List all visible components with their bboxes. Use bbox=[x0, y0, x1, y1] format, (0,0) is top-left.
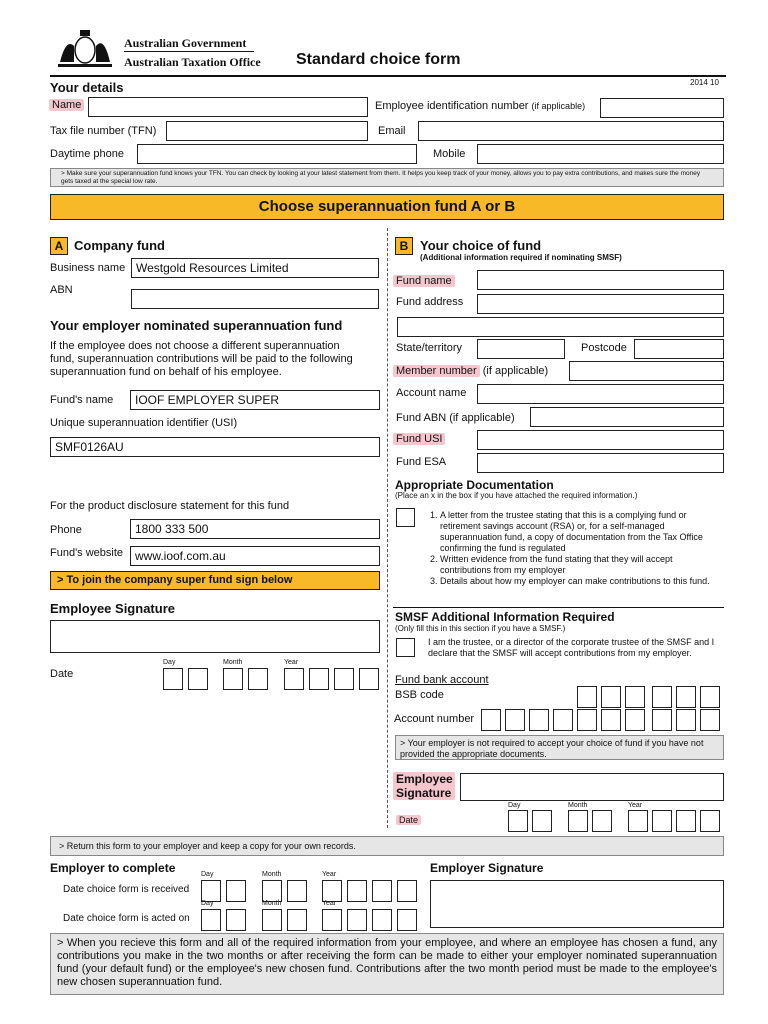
docs-list bbox=[428, 510, 724, 587]
header-divider bbox=[124, 51, 254, 52]
date-a-digit[interactable] bbox=[188, 668, 208, 690]
bsb-digit[interactable] bbox=[601, 686, 621, 708]
account-digit[interactable] bbox=[553, 709, 573, 731]
date-a-label: Date bbox=[50, 668, 74, 680]
received-label: Date choice form is received bbox=[63, 884, 190, 895]
account-digit[interactable] bbox=[676, 709, 696, 731]
section-a-heading: Company fund bbox=[74, 238, 165, 253]
fund-address-field-2[interactable] bbox=[397, 317, 724, 337]
top-rule bbox=[50, 75, 726, 77]
employer-signature-field[interactable] bbox=[430, 880, 724, 928]
acted-digit[interactable] bbox=[201, 909, 221, 931]
name-field[interactable] bbox=[88, 97, 368, 117]
date-b-digit[interactable] bbox=[592, 810, 612, 832]
email-field[interactable] bbox=[418, 121, 724, 141]
tfn-label: Tax file number (TFN) bbox=[50, 125, 157, 137]
fund-usi-field[interactable] bbox=[477, 430, 724, 450]
date-a-digit[interactable] bbox=[284, 668, 304, 690]
eid-suffix: (if applicable) bbox=[531, 101, 586, 111]
section-b-badge: B bbox=[395, 237, 413, 255]
year-a-label: Year bbox=[284, 659, 299, 666]
postcode-field[interactable] bbox=[634, 339, 724, 359]
date-b-digit[interactable] bbox=[628, 810, 648, 832]
account-name-label: Account name bbox=[396, 387, 467, 399]
year-c-label: Year bbox=[322, 871, 337, 878]
date-b-digit[interactable] bbox=[700, 810, 720, 832]
received-digit[interactable] bbox=[322, 880, 342, 902]
smsf-checkbox[interactable] bbox=[396, 638, 415, 657]
fund-name-label: Fund's name bbox=[50, 394, 114, 406]
year-b-label: Year bbox=[628, 802, 643, 809]
month-c-label: Month bbox=[262, 871, 282, 878]
bsb-digit[interactable] bbox=[652, 686, 672, 708]
bsb-digit[interactable] bbox=[700, 686, 720, 708]
website-label: Fund's website bbox=[50, 547, 124, 559]
phone-a-label: Phone bbox=[50, 524, 82, 536]
bsb-digit[interactable] bbox=[625, 686, 645, 708]
fund-usi-label: Fund USI bbox=[393, 433, 445, 445]
mobile-field[interactable] bbox=[477, 144, 724, 164]
date-a-digit[interactable] bbox=[223, 668, 243, 690]
bank-heading: Fund bank account bbox=[395, 674, 489, 686]
date-b-digit[interactable] bbox=[532, 810, 552, 832]
acted-digit[interactable] bbox=[262, 909, 282, 931]
employee-signature-b-field[interactable] bbox=[460, 773, 724, 801]
eid-label-text: Employee identification number bbox=[375, 100, 529, 112]
acted-digit[interactable] bbox=[226, 909, 246, 931]
account-number-label: Account number bbox=[394, 713, 475, 725]
org-subname: Australian Taxation Office bbox=[124, 55, 261, 69]
state-field[interactable] bbox=[477, 339, 565, 359]
day-b-label: Day bbox=[508, 802, 521, 809]
org-name: Australian Government bbox=[124, 36, 247, 50]
abn-field[interactable] bbox=[131, 289, 379, 309]
docs-subheading: (Place an x in the box if you have attached the required information.) bbox=[395, 491, 638, 500]
bsb-digit[interactable] bbox=[676, 686, 696, 708]
employee-signature-heading: Employee Signature bbox=[50, 601, 175, 616]
date-a-digit[interactable] bbox=[163, 668, 183, 690]
docs-item: 1. A letter from the trustee stating that this is a complying fund or retirement savings account (RSA) or, for a self-managed superannuation fund, a copy of documentation from the Tax Office confirming the fund is regulated bbox=[440, 510, 724, 554]
day-c-label: Day bbox=[201, 871, 214, 878]
date-b-label: Date bbox=[396, 815, 421, 825]
date-b-digit[interactable] bbox=[652, 810, 672, 832]
year-d-label: Year bbox=[322, 900, 337, 907]
email-label: Email bbox=[378, 125, 406, 137]
date-a-digit[interactable] bbox=[359, 668, 379, 690]
received-digit[interactable] bbox=[372, 880, 392, 902]
date-a-digit[interactable] bbox=[334, 668, 354, 690]
coat-of-arms-logo bbox=[52, 28, 118, 70]
month-b-label: Month bbox=[568, 802, 588, 809]
form-title: Standard choice form bbox=[296, 51, 461, 68]
received-digit[interactable] bbox=[287, 880, 307, 902]
fund-abn-label: Fund ABN (if applicable) bbox=[396, 412, 515, 424]
smsf-heading: SMSF Additional Information Required bbox=[395, 610, 615, 624]
business-name-field[interactable]: Westgold Resources Limited bbox=[131, 258, 379, 278]
section-b-heading: Your choice of fund bbox=[420, 238, 542, 253]
form-code: 2014 10 bbox=[690, 78, 719, 87]
tfn-note: > Make sure your superannuation fund knows your TFN. You can check by looking at your latest statement from them. It helps you keep track of your money, allows you to pay extra contributions, and makes sure the money gets taxed at the special low rate. bbox=[50, 168, 724, 187]
business-name-label: Business name bbox=[50, 262, 126, 274]
month-d-label: Month bbox=[262, 900, 282, 907]
date-a-digit[interactable] bbox=[309, 668, 329, 690]
date-b-digit[interactable] bbox=[568, 810, 588, 832]
fund-abn-field[interactable] bbox=[530, 407, 724, 427]
date-b-digit[interactable] bbox=[508, 810, 528, 832]
choose-banner: Choose superannuation fund A or B bbox=[50, 194, 724, 220]
nominated-fund-text: If the employee does not choose a different superannuation fund, superannuation contributions will be paid to the following superannuation fund on behalf of his employee. bbox=[50, 340, 353, 378]
fund-name-b-label: Fund name bbox=[393, 275, 455, 287]
phone-field[interactable] bbox=[137, 144, 417, 164]
member-label bbox=[393, 365, 548, 377]
member-suffix: (if applicable) bbox=[482, 365, 549, 377]
employee-signature-b-label: Employee Signature bbox=[393, 772, 455, 800]
docs-checkbox[interactable] bbox=[396, 508, 415, 527]
employer-heading: Employer to complete bbox=[50, 861, 176, 875]
join-banner: > To join the company super fund sign below bbox=[50, 571, 380, 590]
acted-digit[interactable] bbox=[372, 909, 392, 931]
account-digit[interactable] bbox=[625, 709, 645, 731]
choice-note: > Your employer is not required to accept your choice of fund if you have not provided the appropriate documents. bbox=[395, 735, 724, 760]
return-note: > Return this form to your employer and keep a copy for your own records. bbox=[50, 836, 724, 856]
fund-address-field-1[interactable] bbox=[477, 294, 724, 314]
acted-digit[interactable] bbox=[397, 909, 417, 931]
state-label: State/territory bbox=[396, 342, 463, 354]
month-a-label: Month bbox=[223, 659, 243, 666]
section-divider bbox=[387, 228, 388, 828]
acted-digit[interactable] bbox=[287, 909, 307, 931]
tfn-field[interactable] bbox=[166, 121, 368, 141]
phone-a-field[interactable]: 1800 333 500 bbox=[130, 519, 380, 539]
fund-esa-field[interactable] bbox=[477, 453, 724, 473]
nominated-fund-heading: Your employer nominated superannuation fund bbox=[50, 318, 343, 333]
acted-label: Date choice form is acted on bbox=[63, 913, 190, 924]
postcode-label: Postcode bbox=[581, 342, 627, 354]
footer-note: > When you recieve this form and all of the required information from your employee, and where an employee has chosen a fund, any contributions you make in the two months or after receiving the form can be made to either your employer nominated superannuation fund (your default fund) or the employee's new chosen fund. Contributions after the two month period must be made to the employee's new chosen superannuation fund. bbox=[50, 933, 724, 995]
eid-label bbox=[375, 100, 585, 112]
account-digit[interactable] bbox=[481, 709, 501, 731]
member-field[interactable] bbox=[569, 361, 724, 381]
account-digit[interactable] bbox=[652, 709, 672, 731]
docs-item: 2. Written evidence from the fund stating that they will accept contributions from my employer bbox=[440, 554, 724, 576]
mobile-label: Mobile bbox=[433, 148, 466, 160]
name-label: Name bbox=[49, 99, 84, 111]
bsb-label: BSB code bbox=[395, 689, 444, 701]
received-digit[interactable] bbox=[262, 880, 282, 902]
website-field[interactable]: www.ioof.com.au bbox=[130, 546, 380, 566]
docs-heading: Appropriate Documentation bbox=[395, 478, 554, 492]
phone-label: Daytime phone bbox=[50, 148, 124, 160]
usi-field[interactable]: SMF0126AU bbox=[50, 437, 380, 457]
day-a-label: Day bbox=[163, 659, 176, 666]
received-digit[interactable] bbox=[226, 880, 246, 902]
section-b-subheading: (Additional information required if nominating SMSF) bbox=[420, 253, 622, 262]
usi-label: Unique superannuation identifier (USI) bbox=[50, 417, 238, 429]
smsf-declaration: I am the trustee, or a director of the corporate trustee of the SMSF and I declare that the SMSF will accept contributions from my employer. bbox=[428, 637, 715, 658]
smsf-divider bbox=[393, 607, 724, 608]
bsb-digit[interactable] bbox=[577, 686, 597, 708]
fund-esa-label: Fund ESA bbox=[396, 456, 447, 468]
received-digit[interactable] bbox=[347, 880, 367, 902]
received-digit[interactable] bbox=[397, 880, 417, 902]
pds-label: For the product disclosure statement for this fund bbox=[50, 500, 290, 512]
account-digit[interactable] bbox=[529, 709, 549, 731]
smsf-subheading: (Only fill this in this section if you have a SMSF.) bbox=[395, 624, 566, 633]
member-label-text: Member number bbox=[393, 365, 480, 377]
account-name-field[interactable] bbox=[477, 384, 724, 404]
docs-item: 3. Details about how my employer can make contributions to this fund. bbox=[440, 576, 724, 587]
fund-address-label: Fund address bbox=[396, 296, 464, 308]
acted-digit[interactable] bbox=[347, 909, 367, 931]
abn-label: ABN bbox=[50, 284, 73, 296]
account-digit[interactable] bbox=[700, 709, 720, 731]
day-d-label: Day bbox=[201, 900, 214, 907]
date-a-digit[interactable] bbox=[248, 668, 268, 690]
section-a-badge: A bbox=[50, 237, 68, 255]
employer-signature-heading: Employer Signature bbox=[430, 861, 544, 875]
fund-name-b-field[interactable] bbox=[477, 270, 724, 290]
account-digit[interactable] bbox=[505, 709, 525, 731]
eid-field[interactable] bbox=[600, 98, 724, 118]
account-digit[interactable] bbox=[577, 709, 597, 731]
fund-name-field[interactable]: IOOF EMPLOYER SUPER bbox=[130, 390, 380, 410]
account-digit[interactable] bbox=[601, 709, 621, 731]
your-details-heading: Your details bbox=[50, 80, 124, 95]
received-digit[interactable] bbox=[201, 880, 221, 902]
employee-signature-a-field[interactable] bbox=[50, 620, 380, 653]
date-b-digit[interactable] bbox=[676, 810, 696, 832]
acted-digit[interactable] bbox=[322, 909, 342, 931]
